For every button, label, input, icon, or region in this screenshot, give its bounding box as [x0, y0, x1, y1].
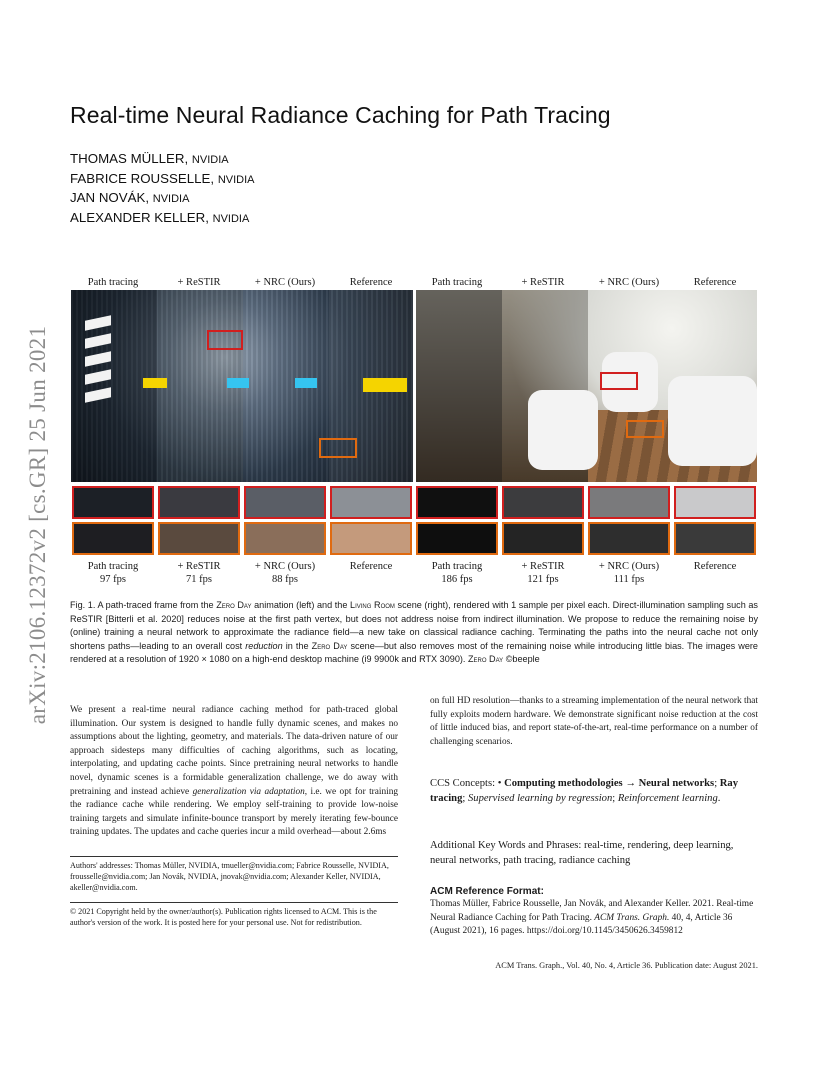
abstract-left: We present a real-time neural radiance caching method for path-traced global illumination. Our system is designed to handle fully dynamic scenes, and makes no assumptions about the lighting, geometry, and materials. The data-driven nature of our approach sidesteps many difficulties of caching algorithms, such as locating, interpolating, and updating cache points. Since pretraining neural networks to handle novel, dynamic scenes is a formidable generalization challenge, we do away with pretraining and instead achieve generalization via adaptation, i.e. we opt for training the radiance cache while rendering. We employ self-training to provide low-noise training targets and simulate infinite-bounce transport by merely iterating few-bounce training updates. The updates and cache queries incur a mild overhead—about 2.6ms: [70, 705, 399, 838]
crop-red: [158, 486, 240, 519]
column-label: + ReSTIR: [521, 561, 565, 572]
arxiv-identifier: [23, 290, 53, 760]
column-label: + NRC (Ours): [598, 561, 660, 572]
column-label: + NRC (Ours): [254, 561, 316, 572]
author-list: [70, 150, 255, 228]
crop-orange: [588, 522, 670, 555]
fps-label: 111 fps: [613, 574, 645, 585]
crop-orange: [674, 522, 756, 555]
abstract-right: on full HD resolution—thanks to a streaming implementation of the neural network that fully exploits modern hardware. We demonstrate significant noise reduction at the cost of little induced bias, and report state-of-the-art, real-time performance on a number of challenging scenarios.: [430, 696, 758, 747]
column-label: Path tracing: [87, 277, 139, 288]
crop-red: [72, 486, 154, 519]
figure-column-labels-bottom: [70, 560, 758, 585]
footnote-divider: [70, 856, 398, 857]
footnote-addresses: Authors' addresses: Thomas Müller, NVIDIA, tmueller@nvidia.com; Fabrice Rousselle, NVIDIA, frousselle@nvidia.com; Jan Novák, NVIDIA, jnovak@nvidia.com; Alexander Keller, NVIDIA, akeller@nvidia.com.: [70, 861, 389, 892]
column-label: Reference: [693, 277, 737, 288]
column-label: Reference: [349, 561, 393, 572]
paper-title: Real-time Neural Radiance Caching for Path Tracing: [70, 102, 611, 128]
column-label: + NRC (Ours): [254, 277, 316, 288]
acm-reference-heading: ACM Reference Format:: [430, 886, 544, 897]
author-2: FABRICE ROUSSELLE, NVIDIA: [70, 170, 255, 186]
fps-label: 121 fps: [527, 574, 559, 585]
crop-red: [674, 486, 756, 519]
crop-orange: [158, 522, 240, 555]
author-4: ALEXANDER KELLER, NVIDIA: [70, 209, 250, 225]
crop-red: [588, 486, 670, 519]
crop-orange: [502, 522, 584, 555]
column-label: + ReSTIR: [521, 277, 565, 288]
additional-keywords: Additional Key Words and Phrases: real-time, rendering, deep learning, neural networks, path tracing, radiance caching: [430, 840, 734, 867]
fps-label: 71 fps: [186, 574, 212, 585]
column-label: Path tracing: [87, 561, 139, 572]
crop-red: [330, 486, 412, 519]
fps-label: 186 fps: [441, 574, 473, 585]
red-highlight-box: [600, 372, 638, 390]
arxiv-identifier-text: arXiv:2106.12372v2 [cs.GR] 25 Jun 2021: [25, 325, 50, 725]
crop-orange: [72, 522, 154, 555]
ccs-concepts: CCS Concepts: • Computing methodologies → Neural networks; Ray tracing; Supervised learning by regression; Reinforcement learning.: [430, 778, 739, 805]
fps-label: 97 fps: [100, 574, 126, 585]
crop-red: [244, 486, 326, 519]
figure-caption: Fig. 1. A path-traced frame from the Zero Day animation (left) and the Living Room scene (right), rendered with 1 sample per pixel each. Direct-illumination sampling such as ReSTIR [Bitterli et al. 2020] reduces noise at the first path vertex, but does not address noise from indirect illumination. We propose to reduce the remaining noise by (online) training a neural network to approximate the radiance field—a new take on classical radiance caching. Terminating the paths into the neural cache not only shortens paths—leading to an overall cost reduction in the Zero Day scene—but also removes most of the remaining noise while introducing little bias. The images were rendered at a resolution of 1920 × 1080 on a high-end desktop machine (i9 9900k and RTX 3090). Zero Day ©beeple: [70, 600, 758, 665]
acm-reference-text: Thomas Müller, Fabrice Rousselle, Jan Novák, and Alexander Keller. 2021. Real-time Neural Radiance Caching for Path Tracing. ACM Trans. Graph. 40, 4, Article 36 (August 2021), 16 pages. https://doi.org/10.1145/3450626.3459812: [430, 899, 754, 937]
column-label: Path tracing: [431, 561, 483, 572]
column-label: + NRC (Ours): [598, 277, 660, 288]
crop-orange: [330, 522, 412, 555]
column-label: Reference: [349, 277, 393, 288]
fps-label: 88 fps: [272, 574, 298, 585]
footnote-copyright: © 2021 Copyright held by the owner/author(s). Publication rights licensed to ACM. This is the author's version of the work. It is posted here for your personal use. Not for redistribution.: [70, 907, 377, 927]
crop-red: [416, 486, 498, 519]
acm-reference: [430, 885, 758, 939]
orange-highlight-box: [626, 420, 664, 438]
column-label: Reference: [693, 561, 737, 572]
column-label: + ReSTIR: [177, 277, 221, 288]
crop-red: [502, 486, 584, 519]
zero-day-render: [71, 290, 413, 482]
column-label: Path tracing: [431, 277, 483, 288]
orange-highlight-box: [319, 438, 357, 458]
footnote-divider: [70, 902, 398, 903]
author-3: JAN NOVÁK, NVIDIA: [70, 190, 190, 205]
living-room-render: [416, 290, 757, 482]
column-label: + ReSTIR: [177, 561, 221, 572]
crop-orange: [244, 522, 326, 555]
red-highlight-box: [207, 330, 243, 350]
publication-footer: ACM Trans. Graph., Vol. 40, No. 4, Article 36. Publication date: August 2021.: [495, 961, 758, 970]
author-1: THOMAS MÜLLER, NVIDIA: [70, 151, 229, 166]
figure-column-labels-top: [70, 276, 758, 290]
crop-orange: [416, 522, 498, 555]
